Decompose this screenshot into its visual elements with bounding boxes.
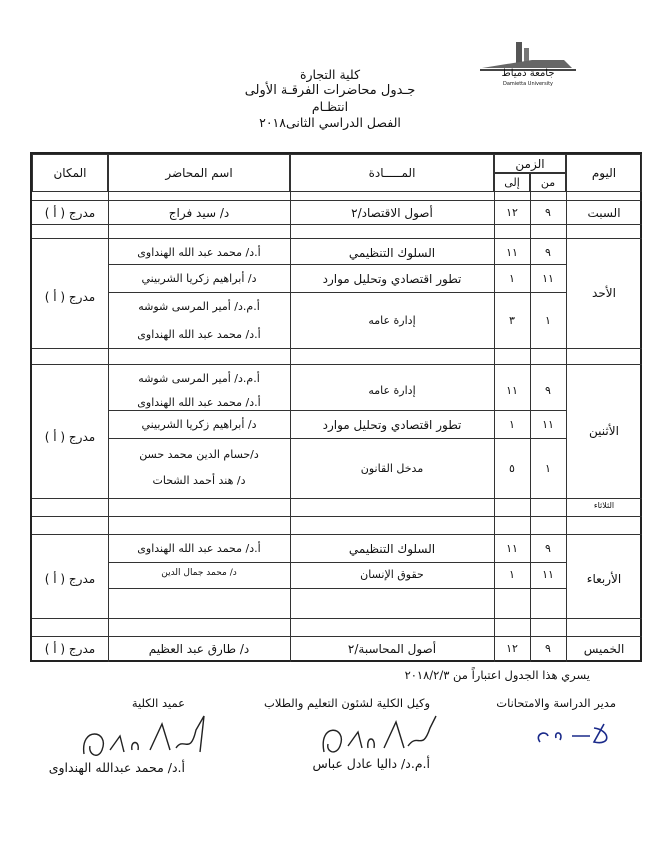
sun-1-to: ١١ xyxy=(506,246,518,259)
mon-1-from: ٩ xyxy=(545,384,551,397)
mon-3-lecturer-a: د/حسام الدين محمد حسن xyxy=(139,448,259,461)
thu-place: مدرج ( أ ) xyxy=(44,642,96,656)
wed-1-to: ١١ xyxy=(506,542,518,555)
schedule-table xyxy=(30,152,642,662)
thu-to: ١٢ xyxy=(506,642,518,655)
sun-3-to: ٣ xyxy=(509,314,515,327)
sun-2-to: ١ xyxy=(509,272,515,285)
vice-dean-title: وكيل الكلية لشئون التعليم والطلاب xyxy=(264,696,430,710)
thu-lecturer: د/ طارق عبد العظيم xyxy=(148,642,250,656)
sun-2-from: ١١ xyxy=(542,272,554,285)
col-place-header: المكان xyxy=(32,154,108,192)
col-time-header: الزمن xyxy=(494,154,566,173)
mon-3-to: ٥ xyxy=(509,462,515,475)
sat-to: ١٢ xyxy=(506,206,518,219)
wed-place: مدرج ( أ ) xyxy=(44,572,96,586)
mon-3-lecturer-b: د/ هند أحمد الشحات xyxy=(152,474,246,487)
dean-name: أ.د/ محمد عبدالله الهنداوى xyxy=(48,760,185,775)
sun-1-subject: السلوك التنظيمي xyxy=(348,246,436,260)
day-sunday: الأحد xyxy=(592,286,616,300)
sun-2-subject: تطور اقتصادي وتحليل موارد xyxy=(322,272,462,286)
mon-1-lecturer-a: أ.م.د/ أمير المرسى شوشه xyxy=(138,372,260,385)
col-lecturer-header: اسم المحاضر xyxy=(108,154,290,192)
mon-1-to: ١١ xyxy=(506,384,518,397)
thu-subject: أصول المحاسبة/٢ xyxy=(347,642,437,656)
dean-title: عميد الكلية xyxy=(131,696,185,710)
day-tuesday: الثلاثاء xyxy=(593,501,615,510)
sun-3-lecturer-a: أ.م.د/ أمير المرسى شوشه xyxy=(138,300,260,313)
mon-2-lecturer: د/ أبراهيم زكريا الشربيني xyxy=(141,418,257,431)
sun-3-from: ١ xyxy=(545,314,551,327)
mon-3-from: ١ xyxy=(545,462,551,475)
sun-3-subject: إدارة عامه xyxy=(368,314,416,327)
mon-2-to: ١ xyxy=(509,418,515,431)
wed-2-to: ١ xyxy=(509,568,515,581)
schedule-title: جـدول محاضرات الفرقـة الأولى xyxy=(244,83,416,98)
col-subject-header: المـــــادة xyxy=(290,154,494,192)
col-from-header: من xyxy=(530,173,566,192)
mon-1-subject: إدارة عامه xyxy=(368,384,416,397)
director-title: مدير الدراسة والامتحانات xyxy=(496,696,616,710)
sun-3-lecturer-b: أ.د/ محمد عبد الله الهنداوى xyxy=(137,328,261,341)
mon-3-subject: مدخل القانون xyxy=(360,462,424,475)
mon-2-from: ١١ xyxy=(542,418,554,431)
faculty-name: كلية التجارة xyxy=(299,67,361,82)
day-monday: الأثنين xyxy=(589,424,619,438)
sat-lecturer: د/ سيد فراج xyxy=(168,206,230,220)
wed-2-from: ١١ xyxy=(542,568,554,581)
logo-arabic-text: جامعة دمياط xyxy=(501,68,555,79)
wed-2-subject: حقوق الإنسان xyxy=(360,568,424,581)
day-wednesday: الأربعاء xyxy=(586,572,622,586)
mon-1-lecturer-b: أ.د/ محمد عبد الله الهنداوى xyxy=(137,396,261,409)
logo-english-text: Damietta University xyxy=(502,81,554,87)
mon-place: مدرج ( أ ) xyxy=(44,430,96,444)
thu-from: ٩ xyxy=(545,642,551,655)
sat-place: مدرج ( أ ) xyxy=(44,206,96,220)
sun-1-from: ٩ xyxy=(545,246,551,259)
sun-2-lecturer: د/ أبراهيم زكريا الشربيني xyxy=(141,272,257,285)
director-signature xyxy=(532,716,622,756)
effective-date: يسري هذا الجدول اعتباراً من ٢٠١٨/٢/٣ xyxy=(404,668,590,682)
col-day-header: اليوم xyxy=(566,154,642,192)
col-to-header: إلى xyxy=(494,173,530,192)
wed-2-lecturer: د/ محمد جمال الدين xyxy=(161,568,237,578)
wed-1-from: ٩ xyxy=(545,542,551,555)
sun-1-lecturer: أ.د/ محمد عبد الله الهنداوى xyxy=(137,246,261,259)
wed-1-lecturer: أ.د/ محمد عبد الله الهنداوى xyxy=(137,542,261,555)
sun-place: مدرج ( أ ) xyxy=(44,290,96,304)
term-label: الفصل الدراسي الثانى٢٠١٨ xyxy=(259,115,401,130)
mon-2-subject: تطور اقتصادي وتحليل موارد xyxy=(322,418,462,432)
vice-dean-name: أ.م.د/ داليا عادل عباس xyxy=(312,756,430,771)
sat-from: ٩ xyxy=(545,206,551,219)
day-saturday: السبت xyxy=(587,206,621,220)
study-system: انتظـام xyxy=(311,99,349,114)
day-thursday: الخميس xyxy=(583,642,625,656)
sat-subject: أصول الاقتصاد/٢ xyxy=(351,206,433,220)
wed-1-subject: السلوك التنظيمي xyxy=(348,542,436,556)
